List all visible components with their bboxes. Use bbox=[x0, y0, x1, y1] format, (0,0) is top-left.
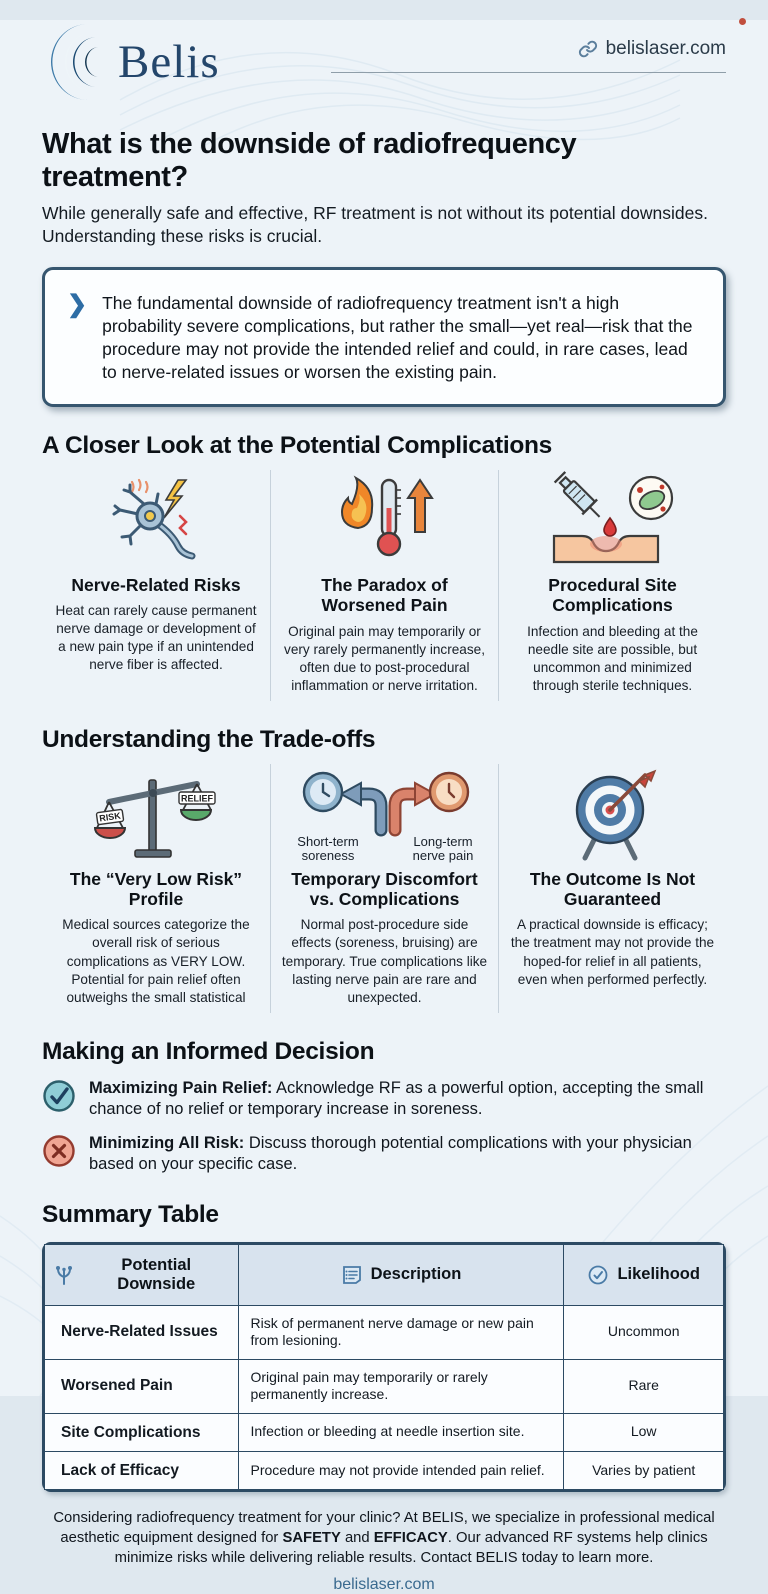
column-header-label: Potential Downside bbox=[117, 1255, 196, 1293]
column-header-likelihood bbox=[564, 1244, 724, 1305]
footer-site-link[interactable]: belislaser.com bbox=[333, 1576, 435, 1594]
neuron-shock-icon bbox=[106, 474, 206, 566]
card-title: The Paradox of Worsened Pain bbox=[321, 574, 448, 616]
chevron-right-icon: ❯ bbox=[67, 290, 88, 318]
card-title: The Outcome Is Not Guaranteed bbox=[529, 868, 696, 910]
clock-label-long-term: Long-term nerve pain bbox=[412, 833, 474, 864]
cell-downside: Nerve-Related Issues bbox=[45, 1305, 239, 1359]
card-text: Normal post-procedure side effects (soreness, bruising) are temporary. True complications like lasting nerve pain are rare and unexpected. bbox=[281, 917, 488, 1005]
complication-card-nerve bbox=[42, 470, 270, 701]
tradeoffs-grid bbox=[42, 764, 726, 1013]
brand-dot bbox=[739, 18, 746, 25]
card-text: A practical downside is efficacy; the treatment may not provide the hoped-for relief in all patients, even when performed perfectly. bbox=[510, 917, 715, 987]
card-text: Medical sources categorize the overall risk of serious complications as VERY LOW. Potential for pain relief often outweighs the small statistical bbox=[62, 917, 250, 1005]
card-text: Infection and bleeding at the needle site are possible, but uncommon and minimized through sterile techniques. bbox=[527, 623, 698, 693]
table-row bbox=[45, 1413, 724, 1451]
flame-thermometer-icon bbox=[330, 474, 440, 566]
target-dart-icon bbox=[563, 766, 663, 862]
decision-text: Minimizing All Risk: Discuss thorough potential complications with your physician based on your specific case. bbox=[89, 1133, 692, 1174]
complication-card-pain bbox=[270, 470, 498, 701]
document-list-icon bbox=[341, 1264, 363, 1286]
header-site-link[interactable] bbox=[578, 38, 726, 60]
brand-name: Belis bbox=[118, 35, 220, 88]
callout-text: The fundamental downside of radiofrequency treatment isn't a high probability severe complications, but rather the small—yet real—risk that the procedure may not provide the intended relief and could, in rare cases, lead to nerve-related issues or worsen the existing pain. bbox=[102, 292, 693, 382]
decision-label: Maximizing Pain Relief: bbox=[89, 1078, 273, 1097]
cell-likelihood: Uncommon bbox=[564, 1305, 724, 1359]
column-header-downside bbox=[45, 1244, 239, 1305]
clock-label-short-term: Short-term soreness bbox=[297, 833, 359, 864]
decision-item-maximizing bbox=[42, 1078, 726, 1121]
check-badge-icon bbox=[587, 1264, 609, 1286]
x-circle-icon bbox=[42, 1134, 76, 1168]
column-header-label: Description bbox=[370, 1265, 462, 1284]
cell-downside: Worsened Pain bbox=[45, 1359, 239, 1413]
decision-label: Minimizing All Risk: bbox=[89, 1133, 245, 1152]
complication-card-site bbox=[498, 470, 726, 701]
nerve-branch-icon bbox=[53, 1264, 75, 1286]
cell-description: Risk of permanent nerve damage or new pain from lesioning. bbox=[238, 1305, 564, 1359]
decision-item-minimizing bbox=[42, 1133, 726, 1176]
cell-likelihood: Rare bbox=[564, 1359, 724, 1413]
cell-likelihood: Varies by patient bbox=[564, 1451, 724, 1489]
card-text: Heat can rarely cause permanent nerve damage or development of a new pain type if an unintended nerve fiber is affected. bbox=[55, 603, 257, 673]
tradeoff-card-risk-profile bbox=[42, 764, 270, 1013]
table-row bbox=[45, 1359, 724, 1413]
infographic-page bbox=[0, 20, 768, 1594]
footer-text: Considering radiofrequency treatment for your clinic? At BELIS, we specialize in professional medical aesthetic equipment designed for SAFETY and EFFICACY. Our advanced RF systems help clinics minimize risks while delivering reliable results. Contact BELIS today to learn more. bbox=[53, 1510, 715, 1567]
check-circle-icon bbox=[42, 1079, 76, 1113]
header-divider bbox=[331, 72, 726, 73]
cell-downside: Site Complications bbox=[45, 1413, 239, 1451]
link-icon bbox=[578, 39, 598, 59]
card-title: The “Very Low Risk” Profile bbox=[69, 868, 243, 910]
balance-scale-icon bbox=[91, 766, 221, 862]
syringe-infection-icon bbox=[548, 474, 678, 566]
header-site-label: belislaser.com bbox=[605, 38, 726, 59]
cell-downside: Lack of Efficacy bbox=[45, 1451, 239, 1489]
key-takeaway-callout bbox=[42, 267, 726, 407]
section-heading-summary: Summary Table bbox=[42, 1200, 219, 1228]
card-title: Nerve-Related Risks bbox=[71, 574, 241, 595]
section-heading-tradeoffs: Understanding the Trade-offs bbox=[42, 725, 376, 753]
cell-likelihood: Low bbox=[564, 1413, 724, 1451]
brand-logo bbox=[42, 20, 220, 104]
page-title: What is the downside of radiofrequency treatment? bbox=[42, 128, 577, 193]
column-header-description bbox=[238, 1244, 564, 1305]
complications-grid bbox=[42, 470, 726, 701]
decision-text: Maximizing Pain Relief: Acknowledge RF as a powerful option, accepting the small chance of no relief or temporary increase in soreness. bbox=[89, 1078, 704, 1119]
section-heading-complications: A Closer Look at the Potential Complications bbox=[42, 431, 552, 459]
cell-description: Original pain may temporarily or rarely permanently increase. bbox=[238, 1359, 564, 1413]
card-text: Original pain may temporarily or very rarely permanently increase, often due to post-procedural inflammation or nerve irritation. bbox=[284, 623, 485, 693]
tradeoff-card-discomfort bbox=[270, 764, 498, 1013]
page-subtitle: While generally safe and effective, RF treatment is not without its potential downsides. Understanding these risks is crucial. bbox=[42, 203, 708, 247]
table-header-row bbox=[45, 1244, 724, 1305]
scale-risk-label: RISK bbox=[98, 810, 122, 824]
card-title: Procedural Site Complications bbox=[548, 574, 677, 616]
header bbox=[42, 20, 726, 104]
cell-description: Procedure may not provide intended pain relief. bbox=[238, 1451, 564, 1489]
scale-relief-label: RELIEF bbox=[180, 793, 214, 804]
cell-description: Infection or bleeding at needle insertion site. bbox=[238, 1413, 564, 1451]
section-heading-decision: Making an Informed Decision bbox=[42, 1037, 375, 1065]
tradeoff-card-outcome bbox=[498, 764, 726, 1013]
table-row bbox=[45, 1451, 724, 1489]
card-title: Temporary Discomfort vs. Complications bbox=[291, 868, 478, 910]
column-header-label: Likelihood bbox=[617, 1265, 700, 1284]
brand-swirl-icon bbox=[42, 20, 114, 104]
summary-table bbox=[42, 1242, 726, 1493]
table-row bbox=[45, 1305, 724, 1359]
